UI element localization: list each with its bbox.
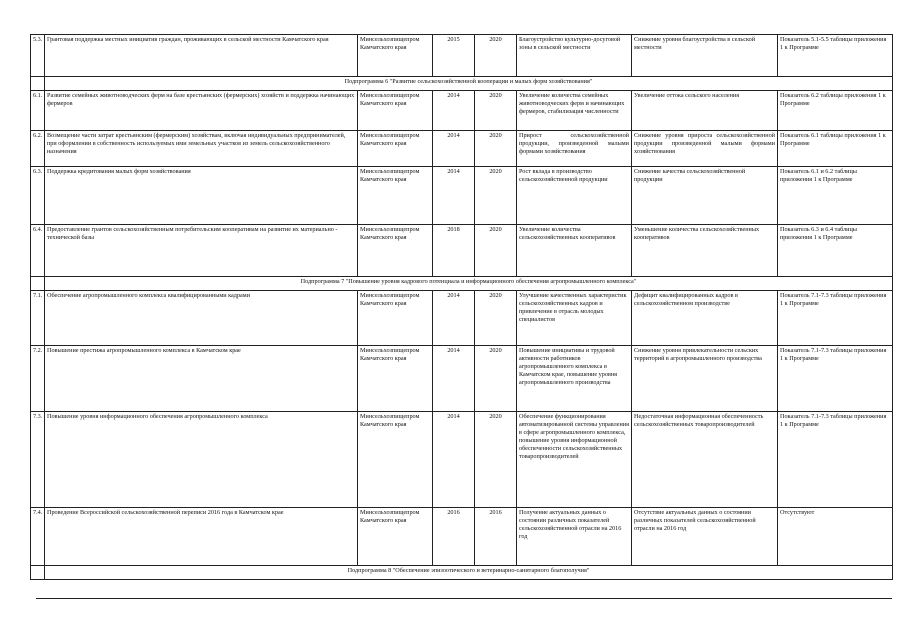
indicator: Показатель 6.1 таблицы приложения 1 к Программе	[778, 131, 893, 167]
executor: Минсельхозпищепром Камчатского края	[358, 291, 433, 346]
indicator: Показатель 7.1-7.3 таблицы приложения 1 к Программе	[778, 412, 893, 508]
indicator: Показатель 7.1-7.3 таблицы приложения 1 к Программе	[778, 291, 893, 346]
expected-result: Прирост сельскохозяйственной продукции, произведенной малыми формами хозяйствования	[517, 131, 632, 167]
table-row	[31, 225, 893, 277]
row-number: 7.2.	[31, 346, 45, 412]
measure-name: Обеспечение агропромышленного комплекса квалифицированными кадрами	[45, 291, 358, 346]
end-year: 2020	[475, 91, 517, 131]
subprogram-row	[31, 77, 893, 91]
subprogram-row	[31, 566, 893, 580]
expected-result: Увеличение количества семейных животноводческих ферм и начинающих фермеров, стабилизация численности	[517, 91, 632, 131]
measure-name: Развитие семейных животноводческих ферм на базе крестьянских (фермерских) хозяйств и поддержка начинающих фермеров	[45, 91, 358, 131]
start-year: 2014	[433, 91, 475, 131]
consequence: Отсутствие актуальных данных о состоянии различных показателей сельскохозяйственной отрасли на 2016 год	[632, 508, 778, 566]
row-number-empty	[31, 77, 45, 91]
executor: Минсельхозпищепром Камчатского края	[358, 131, 433, 167]
row-number: 6.2.	[31, 131, 45, 167]
indicator: Показатель 5.1-5.5 таблицы приложения 1 к Программе	[778, 35, 893, 77]
end-year: 2020	[475, 412, 517, 508]
measure-name: Поддержка кредитования малых форм хозяйствования	[45, 167, 358, 225]
end-year: 2020	[475, 35, 517, 77]
start-year: 2014	[433, 346, 475, 412]
measure-name: Грантовая поддержка местных инициатив граждан, проживающих в сельской местности Камчатского края	[45, 35, 358, 77]
start-year: 2014	[433, 131, 475, 167]
table-row	[31, 346, 893, 412]
consequence: Недостаточная информационная обеспеченность сельскохозяйственных товаропроизводителей	[632, 412, 778, 508]
consequence: Снижение уровня благоустройства в сельской местности	[632, 35, 778, 77]
end-year: 2016	[475, 508, 517, 566]
executor: Минсельхозпищепром Камчатского края	[358, 167, 433, 225]
measure-name: Возмещение части затрат крестьянским (фермерским) хозяйствам, включая индивидуальных предпринимателей, при оформлении в собственность используемых ими земельных участков из земель сельскохозяйственного назначения	[45, 131, 358, 167]
indicator: Показатель 6.2 таблицы приложения 1 к Программе	[778, 91, 893, 131]
start-year: 2016	[433, 508, 475, 566]
table-row	[31, 508, 893, 566]
table-row	[31, 91, 893, 131]
row-number: 6.1.	[31, 91, 45, 131]
start-year: 2014	[433, 167, 475, 225]
measures-table	[30, 34, 893, 580]
indicator: Отсутствуют	[778, 508, 893, 566]
table-row	[31, 131, 893, 167]
table-row	[31, 412, 893, 508]
measure-name: Проведение Всероссийской сельскохозяйственной переписи 2016 года в Камчатском крае	[45, 508, 358, 566]
measure-name: Повышение уровня информационного обеспечения агропромышленного комплекса	[45, 412, 358, 508]
executor: Минсельхозпищепром Камчатского края	[358, 35, 433, 77]
consequence: Снижение качества сельскохозяйственной продукции	[632, 167, 778, 225]
expected-result: Рост вклада в производство сельскохозяйственной продукции	[517, 167, 632, 225]
subprogram-title: Подпрограмма 7 "Повышение уровня кадрового потенциала и информационного обеспечения агропромышленного комплекса"	[45, 277, 893, 291]
expected-result: Улучшение качественных характеристик сельскохозяйственных кадров и привлечение в отрасль молодых специалистов	[517, 291, 632, 346]
subprogram-row	[31, 277, 893, 291]
table-row	[31, 291, 893, 346]
row-number: 7.1.	[31, 291, 45, 346]
expected-result: Обеспечение функционирования автоматизированной системы управления в сфере агропромышленного комплекса, повышение уровня информационной обеспеченности сельскохозяйственных товаропроизводителей	[517, 412, 632, 508]
consequence: Увеличение оттока сельского населения	[632, 91, 778, 131]
expected-result: Повышение инициативы и трудовой активности работников агропромышленного комплекса в Камчатском крае, повышение уровня агропромышленного производства	[517, 346, 632, 412]
expected-result: Увеличение количества сельскохозяйственных кооперативов	[517, 225, 632, 277]
expected-result: Благоустройство культурно-досуговой зоны в сельской местности	[517, 35, 632, 77]
measure-name: Предоставление грантов сельскохозяйственным потребительским кооперативам на развитие их материально - технической базы	[45, 225, 358, 277]
bottom-divider	[36, 598, 892, 599]
table-row	[31, 35, 893, 77]
consequence: Уменьшение количества сельскохозяйственных кооперативов	[632, 225, 778, 277]
executor: Минсельхозпищепром Камчатского края	[358, 346, 433, 412]
consequence: Снижение уровня прироста сельскохозяйственной продукции произведенной малыми формами хозяйствования	[632, 131, 778, 167]
executor: Минсельхозпищепром Камчатского края	[358, 412, 433, 508]
row-number: 6.3.	[31, 167, 45, 225]
row-number: 6.4.	[31, 225, 45, 277]
start-year: 2014	[433, 412, 475, 508]
executor: Минсельхозпищепром Камчатского края	[358, 225, 433, 277]
row-number-empty	[31, 566, 45, 580]
indicator: Показатель 6.3 и 6.4 таблицы приложения 1 к Программе	[778, 225, 893, 277]
row-number: 7.4.	[31, 508, 45, 566]
measure-name: Повышение престижа агропромышленного комплекса в Камчатском крае	[45, 346, 358, 412]
subprogram-title: Подпрограмма 6 "Развитие сельскохозяйственной кооперации и малых форм хозяйствования"	[45, 77, 893, 91]
start-year: 2015	[433, 35, 475, 77]
expected-result: Получение актуальных данных о состоянии различных показателей сельскохозяйственной отрасли на 2016 год	[517, 508, 632, 566]
indicator: Показатель 6.1 и 6.2 таблицы приложения 1 к Программе	[778, 167, 893, 225]
consequence: Снижение уровня привлекательности сельских территорий в агропромышленного производства	[632, 346, 778, 412]
consequence: Дефицит квалифицированных кадров в сельскохозяйственном производстве	[632, 291, 778, 346]
start-year: 2018	[433, 225, 475, 277]
executor: Минсельхозпищепром Камчатского края	[358, 91, 433, 131]
row-number: 5.3.	[31, 35, 45, 77]
executor: Минсельхозпищепром Камчатского края	[358, 508, 433, 566]
start-year: 2014	[433, 291, 475, 346]
end-year: 2020	[475, 346, 517, 412]
end-year: 2020	[475, 131, 517, 167]
row-number-empty	[31, 277, 45, 291]
table-row	[31, 167, 893, 225]
end-year: 2020	[475, 225, 517, 277]
row-number: 7.3.	[31, 412, 45, 508]
subprogram-title: Подпрограмма 8 "Обеспечение эпизоотического и ветеринарно-санитарного благополучия"	[45, 566, 893, 580]
end-year: 2020	[475, 291, 517, 346]
end-year: 2020	[475, 167, 517, 225]
indicator: Показатель 7.1-7.3 таблицы приложения 1 к Программе	[778, 346, 893, 412]
